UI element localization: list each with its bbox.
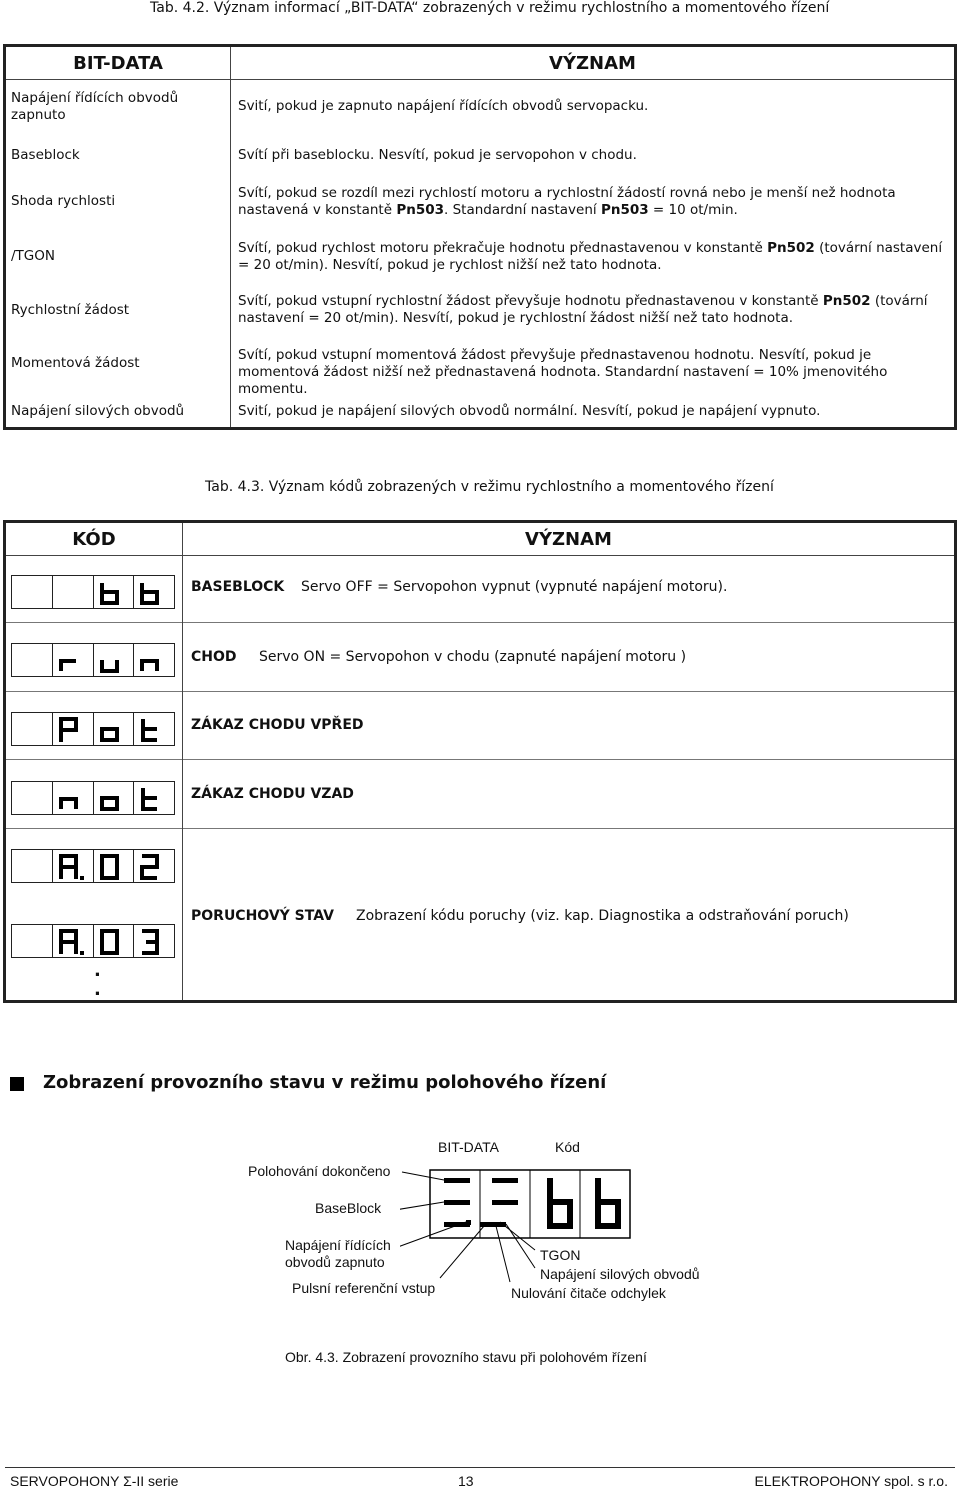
fig-label-kod: Kód xyxy=(555,1139,580,1155)
bit-label-rychlostni-zadost: Rychlostní žádost xyxy=(11,302,130,318)
table1-caption: Tab. 4.2. Význam informací „BIT-DATA“ zobrazených v režimu rychlostního a momentového řízení xyxy=(150,0,830,16)
fig-label-baseblock: BaseBlock xyxy=(315,1200,382,1216)
footer-page-number: 13 xyxy=(458,1473,474,1489)
bit-meaning-tgon: Svítí, pokud rychlost motoru překračuje hodnotu přednastavenou v konstantě Pn502 (tovární nastavení = 20 ot/min). Nesvítí, pokud je rychlost nižší než tato hodnota. xyxy=(238,240,943,273)
code-header: KÓD xyxy=(6,523,182,556)
meaning-baseblock: Servo OFF = Servopohon vypnut (vypnuté napájení motoru). xyxy=(301,579,728,595)
code-zakaz-vpred: ZÁKAZ CHODU VPŘED xyxy=(191,717,364,733)
digit-n xyxy=(56,785,88,813)
code-table xyxy=(3,520,957,1003)
ellipsis-dot: . xyxy=(94,960,101,981)
fig-label-polohovani: Polohování dokončeno xyxy=(248,1163,391,1179)
bit-data-table xyxy=(3,44,957,430)
bit-label-baseblock: Baseblock xyxy=(11,147,80,163)
digit-0 xyxy=(97,853,129,881)
fig-label-napajeni-ridicich-1: Napájení řídících xyxy=(285,1237,391,1253)
fig-label-bitdata: BIT-DATA xyxy=(438,1139,499,1155)
digit-o xyxy=(97,716,129,744)
meaning-chod: Servo ON = Servopohon v chodu (zapnuté napájení motoru ) xyxy=(259,649,687,665)
status-display-diagram xyxy=(400,1160,660,1290)
section-title: Zobrazení provozního stavu v režimu polohového řízení xyxy=(43,1072,607,1093)
table2-caption: Tab. 4.3. Význam kódů zobrazených v režimu rychlostního a momentového řízení xyxy=(205,479,774,495)
code-meaning-header: VÝZNAM xyxy=(183,523,954,556)
bit-data-column xyxy=(6,47,231,427)
bit-label-napajeni-silovych: Napájení silových obvodů xyxy=(11,403,185,419)
bit-label-shoda-rychlosti: Shoda rychlosti xyxy=(11,193,116,209)
bit-meaning-napajeni-ridicich: Svití, pokud je zapnuto napájení řídících obvodů servopacku. xyxy=(238,98,649,114)
fig-label-nulovani: Nulování čitače odchylek xyxy=(511,1285,666,1301)
display-a03 xyxy=(11,924,175,958)
bit-label-tgon: /TGON xyxy=(11,248,55,264)
code-chod: CHOD xyxy=(191,649,237,665)
display-bb xyxy=(11,575,175,609)
bit-label-momentova-zadost: Momentová žádost xyxy=(11,355,140,371)
digit-b xyxy=(97,579,129,607)
meaning-header: VÝZNAM xyxy=(231,47,954,80)
display-a02 xyxy=(11,849,175,883)
code-zakaz-vzad: ZÁKAZ CHODU VZAD xyxy=(191,786,354,802)
bit-label-napajeni-ridicich: Napájení řídících obvodů zapnuto xyxy=(11,90,179,123)
code-column xyxy=(6,523,183,1000)
code-poruchovy-stav: PORUCHOVÝ STAV xyxy=(191,908,334,924)
digit-3 xyxy=(137,928,169,956)
display-not xyxy=(11,781,175,815)
digit-t xyxy=(137,716,169,744)
fig-label-napajeni-ridicich-2: obvodů zapnuto xyxy=(285,1254,385,1270)
digit-t xyxy=(137,785,169,813)
footer-divider xyxy=(5,1467,955,1468)
bit-meaning-momentova-zadost: Svítí, pokud vstupní momentová žádost převyšuje přednastavenou hodnotu. Nesvítí, pokud je momentová žádost nižší než přednastavená hodnota. Standardní nastavení = 10% jmenovitého momentu. xyxy=(238,347,888,397)
digit-u xyxy=(97,647,129,675)
meaning-poruchovy-stav: Zobrazení kódu poruchy (viz. kap. Diagnostika a odstraňování poruch) xyxy=(356,908,849,924)
bit-meaning-shoda-rychlosti: Svítí, pokud se rozdíl mezi rychlostí motoru a rychlostní žádostí rovná nebo je menší než hodnota nastavená v konstantě Pn503. Standardní nastavení Pn503 = 10 ot/min. xyxy=(238,185,896,218)
ellipsis-dot: . xyxy=(94,979,101,1000)
meaning-column xyxy=(231,47,954,427)
digit-b xyxy=(137,579,169,607)
code-baseblock: BASEBLOCK xyxy=(191,579,285,595)
fig-label-pulsni: Pulsní referenční vstup xyxy=(292,1280,436,1296)
bit-meaning-napajeni-silovych: Svití, pokud je napájení silových obvodů normální. Nesvítí, pokud je napájení vypnuto. xyxy=(238,403,821,419)
code-meaning-column xyxy=(183,523,954,1000)
digit-r xyxy=(56,647,88,675)
fig-label-napajeni-silovych: Napájení silových obvodů xyxy=(540,1266,700,1282)
footer-left: SERVOPOHONY Σ-II serie xyxy=(10,1473,179,1489)
digit-a-dot xyxy=(56,928,88,956)
bullet-square-icon xyxy=(10,1077,24,1091)
fig-label-tgon: TGON xyxy=(540,1247,581,1263)
bit-meaning-rychlostni-zadost: Svítí, pokud vstupní rychlostní žádost převyšuje hodnotu přednastavenou v konstantě Pn502 (tovární nastavení = 20 ot/min). Nesvítí, pokud je rychlostní žádost nižší než tato hodnota. xyxy=(238,293,928,326)
digit-p xyxy=(56,716,88,744)
digit-o xyxy=(97,785,129,813)
bit-data-header: BIT-DATA xyxy=(6,47,230,80)
bit-meaning-baseblock: Svítí při baseblocku. Nesvítí, pokud je servopohon v chodu. xyxy=(238,147,637,163)
digit-n xyxy=(137,647,169,675)
display-pot xyxy=(11,712,175,746)
digit-2 xyxy=(137,853,169,881)
footer-right: ELEKTROPOHONY spol. s r.o. xyxy=(754,1473,948,1489)
digit-a-dot xyxy=(56,853,88,881)
display-run xyxy=(11,643,175,677)
digit-0 xyxy=(97,928,129,956)
figure-caption: Obr. 4.3. Zobrazení provozního stavu při polohovém řízení xyxy=(285,1349,647,1365)
